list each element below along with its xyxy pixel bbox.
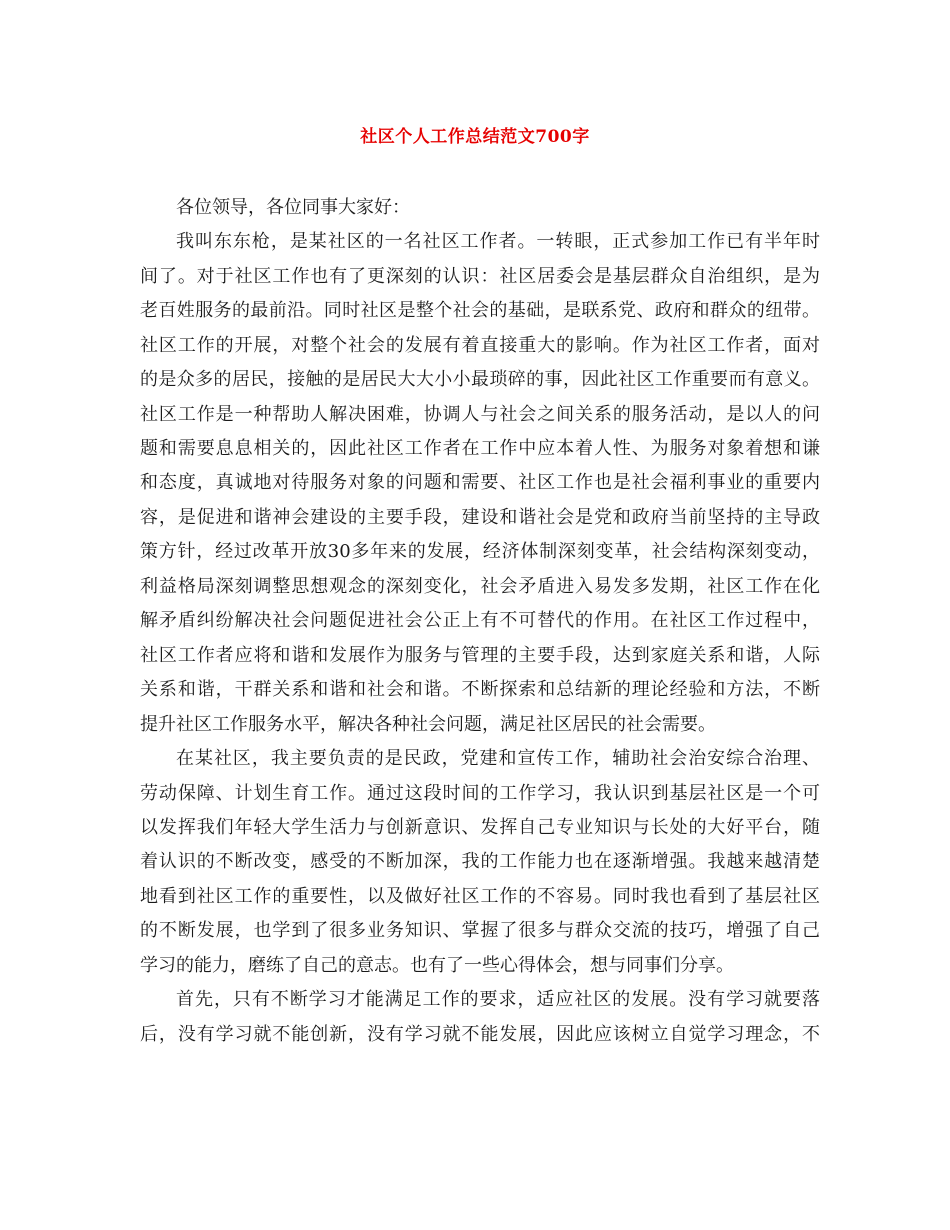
- paragraph-line: 社区工作者应将和谐和发展作为服务与管理的主要手段，达到家庭关系和谐，人际: [140, 645, 820, 666]
- paragraph-line: 间了。对于社区工作也有了更深刻的认识：社区居委会是基层群众自治组织，是为: [140, 266, 820, 287]
- paragraph-line: 着认识的不断改变，感受的不断加深，我的工作能力也在逐渐增强。我越来越清楚: [140, 851, 820, 872]
- paragraph-line: 关系和谐，干群关系和谐和社会和谐。不断探索和总结新的理论经验和方法，不断: [140, 679, 820, 700]
- paragraph-line: 容，是促进和谐神会建设的主要手段，建设和谐社会是党和政府当前坚持的主导政: [140, 507, 820, 528]
- paragraph-line: 解矛盾纠纷解决社会问题促进社会公正上有不可替代的作用。在社区工作过程中，: [140, 610, 820, 631]
- paragraph-line: 后，没有学习就不能创新，没有学习就不能发展，因此应该树立自觉学习理念，不: [140, 1024, 820, 1045]
- paragraph-line: 题和需要息息相关的，因此社区工作者在工作中应本着人性、为服务对象着想和谦: [140, 438, 820, 459]
- paragraph-line: 社区工作是一种帮助人解决困难，协调人与社会之间关系的服务活动，是以人的问: [140, 404, 820, 425]
- paragraph-line: 老百姓服务的最前沿。同时社区是整个社会的基础，是联系党、政府和群众的纽带。: [140, 300, 820, 321]
- paragraph-line: 首先，只有不断学习才能满足工作的要求，适应社区的发展。没有学习就要落: [176, 989, 820, 1010]
- greeting-line: 各位领导，各位同事大家好：: [176, 197, 410, 218]
- paragraph-line: 的不断发展，也学到了很多业务知识、掌握了很多与群众交流的技巧，增强了自己: [140, 920, 820, 941]
- paragraph-line: 学习的能力，磨练了自己的意志。也有了一些心得体会，想与同事们分享。: [140, 955, 734, 976]
- paragraph-line: 我叫东东枪，是某社区的一名社区工作者。一转眼，正式参加工作已有半年时: [176, 231, 820, 252]
- paragraph-line: 地看到社区工作的重要性，以及做好社区工作的不容易。同时我也看到了基层社区: [140, 886, 820, 907]
- paragraph-line: 以发挥我们年轻大学生活力与创新意识、发挥自己专业知识与长处的大好平台，随: [140, 817, 820, 838]
- paragraph-line: 提升社区工作服务水平，解决各种社会问题，满足社区居民的社会需要。: [140, 714, 716, 735]
- paragraph-line: 策方针，经过改革开放30多年来的发展，经济体制深刻变革，社会结构深刻变动，: [140, 541, 820, 562]
- paragraph-line: 社区工作的开展，对整个社会的发展有着直接重大的影响。作为社区工作者，面对: [140, 335, 820, 356]
- paragraph-line: 和态度，真诚地对待服务对象的问题和需要、社区工作也是社会福利事业的重要内: [140, 472, 820, 493]
- paragraph-line: 的是众多的居民，接触的是居民大大小小最琐碎的事，因此社区工作重要而有意义。: [140, 369, 820, 390]
- document-title: 社区个人工作总结范文700字: [360, 127, 590, 147]
- paragraph-line: 劳动保障、计划生育工作。通过这段时间的工作学习，我认识到基层社区是一个可: [140, 783, 820, 804]
- paragraph-line: 利益格局深刻调整思想观念的深刻变化，社会矛盾进入易发多发期，社区工作在化: [140, 576, 820, 597]
- paragraph-line: 在某社区，我主要负责的是民政，党建和宣传工作，辅助社会治安综合治理、: [176, 748, 820, 769]
